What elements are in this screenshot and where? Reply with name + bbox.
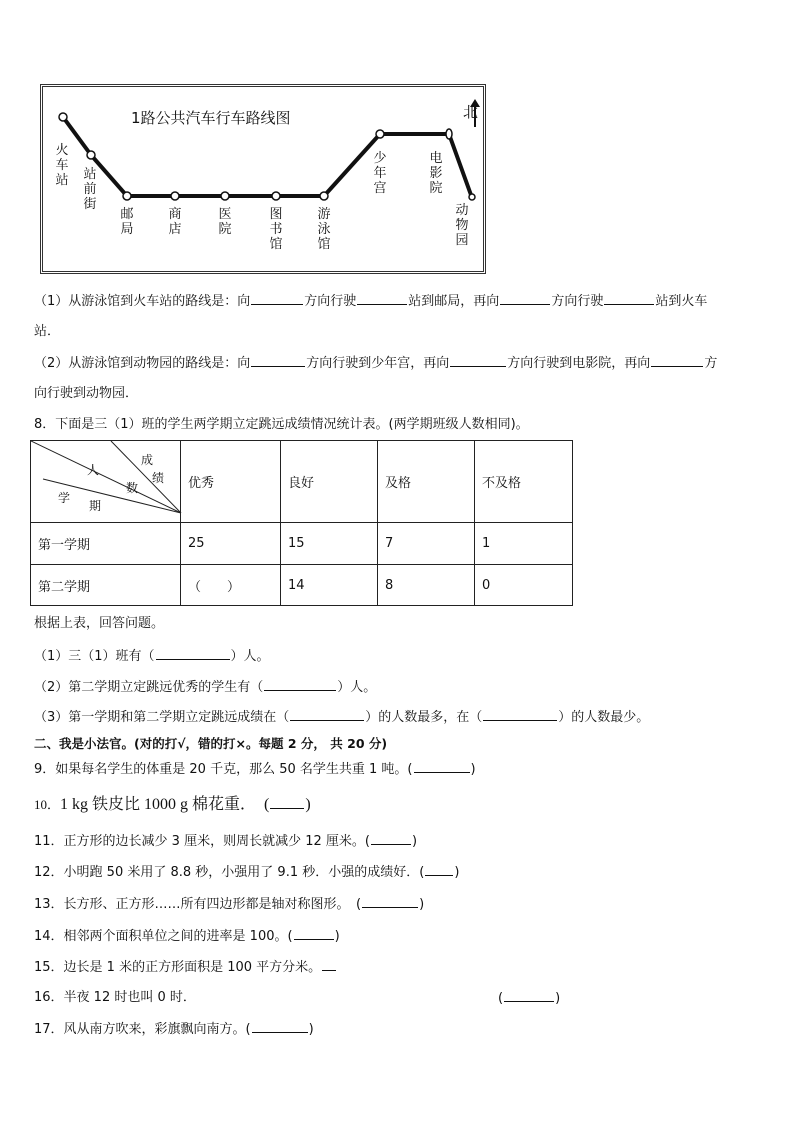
answer-blank[interactable] [371,832,411,845]
question-number: 9． [34,762,56,777]
diag-label: 人 [87,463,100,477]
q7-line1-cont: 站． [34,324,61,339]
q7-line2 [34,354,717,373]
row-label: 第二学期 [31,565,181,606]
answer-blank[interactable] [156,647,230,660]
q7-text: 站到火车 [655,294,708,309]
stop-marker [320,192,328,200]
q7-line1 [34,292,707,311]
station-label: 商店 [168,207,182,237]
question-text: 相邻两个面积单位之间的进率是 100。( [63,929,293,944]
question-number: 10． [34,797,61,812]
q8-text: （2）第二学期立定跳远优秀的学生有（ [34,680,264,695]
question-number: 12． [34,865,64,880]
answer-blank[interactable] [504,989,554,1002]
answer-blank[interactable] [251,354,305,367]
question-14 [34,927,340,946]
q7-text: 方向行驶 [304,294,357,309]
table-row [31,523,573,565]
diagonal-header-cell [31,441,181,523]
stop-marker [87,151,95,159]
question-number: 14． [34,929,64,944]
answer-blank[interactable] [252,1020,308,1033]
column-header: 良好 [281,441,378,523]
q8-after: 根据上表，回答问题。 [34,616,165,631]
q8-sub2 [34,678,376,697]
row-label: 第一学期 [31,523,181,565]
station-label: 少年宫 [373,151,387,196]
q8-intro: 8．下面是三（1）班的学生两学期立定跳远成绩情况统计表。(两学期班级人数相同)。 [34,417,529,432]
stop-marker [376,130,384,138]
station-label: 火车站 [55,143,69,188]
question-number: 16． [34,990,64,1005]
q8-text: ）人。 [230,649,270,664]
q8-text: ）人。 [337,680,377,695]
q8-sub1 [34,647,270,666]
answer-blank[interactable] [450,354,506,367]
question-text: 如果每名学生的体重是 20 千克，那么 50 名学生共重 1 吨。( [55,762,413,777]
q8-text: ）的人数最少。 [558,710,650,725]
question-text: ) [419,897,425,912]
q7-text: 站到邮局，再向 [408,294,500,309]
question-text: ) [305,796,311,813]
stop-marker [123,192,131,200]
question-number: 13． [34,897,64,912]
section-heading: 二、我是小法官。(对的打√，错的打×。每题 2 分， 共 20 分) [34,736,388,751]
question-10 [34,794,311,816]
question-17 [34,1020,314,1039]
table-cell: 0 [475,565,573,606]
question-number: 15． [34,960,64,975]
stop-marker [272,192,280,200]
question-text: ) [454,865,460,880]
diag-label: 绩 [152,471,165,485]
column-header: 优秀 [181,441,281,523]
stop-marker [221,192,229,200]
question-text: ) [334,929,340,944]
answer-blank[interactable] [270,794,304,809]
q7-text: （1）从游泳馆到火车站的路线是：向 [34,294,251,309]
map-title: 1路公共汽车行车路线图 [131,109,291,127]
answer-blank[interactable] [251,292,303,305]
question-text: ( [498,991,504,1006]
answer-blank[interactable] [357,292,407,305]
question-15 [34,958,337,977]
q7-text: （2）从游泳馆到动物园的路线是：向 [34,356,251,371]
q8-sub3 [34,708,649,727]
answer-blank[interactable] [604,292,654,305]
q7-text: 方 [704,356,718,371]
answer-blank[interactable] [362,895,418,908]
table-cell: 15 [281,523,378,565]
q8-text: （1）三（1）班有（ [34,649,155,664]
q7-text: 方向行驶到少年宫，再向 [306,356,450,371]
question-text: 正方形的边长减少 3 厘米，则周长就减少 12 厘米。( [63,834,370,849]
table-header-row [31,441,573,523]
column-header: 及格 [378,441,475,523]
station-label: 医院 [218,207,232,237]
diag-label: 成 [141,453,154,467]
q7-text: 方向行驶到电影院，再向 [507,356,651,371]
answer-blank[interactable] [483,708,557,721]
stop-marker [59,113,67,121]
q8-text: ）的人数最多，在（ [365,710,483,725]
station-label: 站前街 [83,167,97,212]
answer-blank[interactable] [425,863,453,876]
table-cell: 25 [181,523,281,565]
question-text: ) [555,991,561,1006]
station-label: 邮局 [120,207,134,237]
q7-line2-cont: 向行驶到动物园． [34,386,139,401]
answer-blank[interactable] [290,708,364,721]
question-16-blank [498,989,560,1008]
question-13 [34,895,424,914]
answer-blank[interactable] [264,678,336,691]
question-number: 17． [34,1022,64,1037]
question-11 [34,832,417,851]
table-row [31,565,573,606]
bus-route-map [40,84,486,274]
question-text: 半夜 12 时也叫 0 时． [63,990,196,1005]
station-label: 电影院 [429,151,443,196]
station-label: 图书馆 [269,207,283,252]
answer-blank[interactable] [322,958,336,971]
question-text: 小明跑 50 米用了 8.8 秒，小强用了 9.1 秒．小强的成绩好．( [63,865,425,880]
answer-blank[interactable] [500,292,550,305]
stop-marker [469,194,475,200]
stop-marker [171,192,179,200]
question-12 [34,863,459,882]
station-label: 游泳馆 [317,207,331,252]
question-text: ) [308,1022,314,1037]
question-16 [34,989,196,1007]
table-cell-blank[interactable]: （ ） [181,565,281,606]
table-cell: 14 [281,565,378,606]
question-text: 1 kg 铁皮比 1000 g 棉花重． ( [60,796,270,813]
question-9 [34,760,476,779]
column-header: 不及格 [475,441,573,523]
question-text: ) [411,834,418,849]
answer-blank[interactable] [294,927,334,940]
q8-text: （3）第一学期和第二学期立定跳远成绩在（ [34,710,290,725]
table-cell: 1 [475,523,573,565]
question-text: 边长是 1 米的正方形面积是 100 平方分米。 [63,960,322,975]
diag-label: 期 [89,499,102,513]
table-cell: 8 [378,565,475,606]
answer-blank[interactable] [414,760,470,773]
station-label: 动物园 [455,203,469,248]
table-cell: 7 [378,523,475,565]
question-text: 长方形、正方形……所有四边形都是轴对称图形。 ( [63,897,362,912]
score-table [30,440,573,606]
north-label: 北 [463,103,479,121]
q7-text: 方向行驶 [551,294,604,309]
question-text: ) [470,762,476,777]
diag-label: 数 [126,481,139,495]
answer-blank[interactable] [651,354,703,367]
stop-marker [446,129,452,139]
diag-label: 学 [58,491,71,505]
question-number: 11． [34,834,64,849]
question-text: 风从南方吹来，彩旗飘向南方。( [63,1022,251,1037]
